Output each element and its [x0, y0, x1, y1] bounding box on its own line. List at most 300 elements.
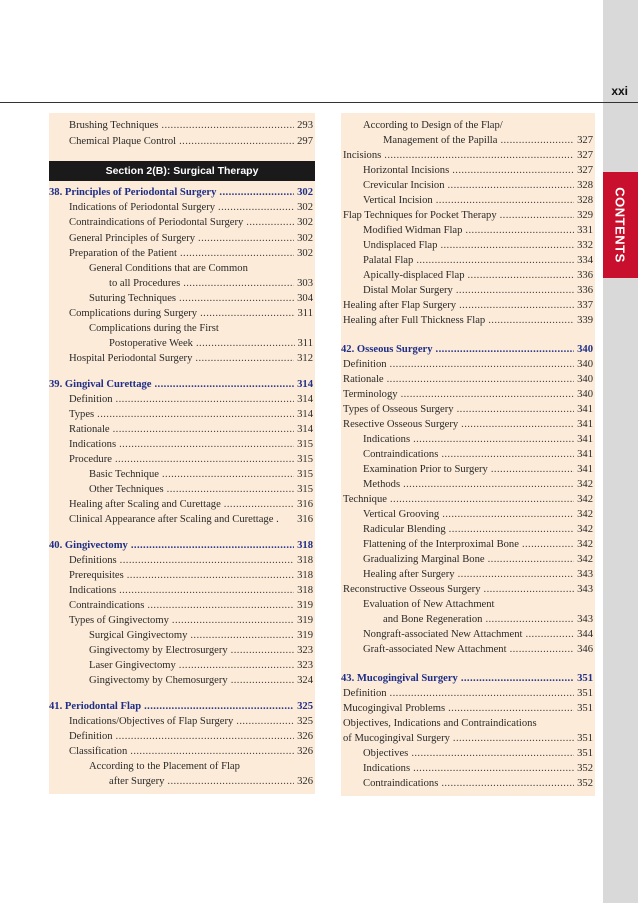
toc-entry [383, 133, 593, 148]
toc-leader [440, 238, 574, 253]
toc-leader [231, 643, 294, 658]
toc-entry-page: 314 [297, 379, 313, 390]
toc-entry [363, 432, 593, 447]
toc-entry-page: 297 [297, 136, 313, 147]
toc-entry-page: 340 [577, 389, 593, 400]
toc-entry-title: Procedure [69, 454, 112, 465]
toc-entry [69, 553, 313, 568]
toc-leader [144, 699, 294, 714]
toc-chapter-entry [49, 538, 313, 553]
toc-entry [363, 597, 593, 612]
toc-entry-title: Apically-displaced Flap [363, 270, 465, 281]
toc-leader [522, 537, 574, 552]
toc-entry-title: General Conditions that are Common [89, 263, 248, 274]
toc-entry [69, 512, 313, 527]
toc-entry [343, 582, 593, 597]
toc-entry [69, 351, 313, 366]
toc-entry-page: 342 [577, 509, 593, 520]
toc-entry-page: 334 [577, 255, 593, 266]
toc-entry-page: 304 [297, 293, 313, 304]
toc-leader [387, 372, 575, 387]
toc-leader [190, 628, 294, 643]
toc-leader [180, 246, 294, 261]
toc-leader [113, 422, 295, 437]
toc-leader [500, 133, 574, 148]
toc-entry [89, 467, 313, 482]
toc-leader [488, 313, 574, 328]
toc-leader [491, 462, 574, 477]
toc-leader [488, 552, 575, 567]
toc-entry [343, 731, 593, 746]
toc-entry [69, 452, 313, 467]
toc-leader [441, 776, 574, 791]
toc-entry-title: Healing after Surgery [363, 569, 455, 580]
toc-entry-page: 319 [297, 600, 313, 611]
toc-entry [69, 583, 313, 598]
toc-entry-title: Reconstructive Osseous Surgery [343, 584, 481, 595]
toc-entry-title: Basic Technique [89, 469, 159, 480]
toc-entry [69, 134, 313, 149]
toc-entry-title: Rationale [69, 424, 110, 435]
toc-entry-title: Evaluation of New Attachment [363, 599, 495, 610]
toc-entry-page: 318 [297, 570, 313, 581]
toc-entry [69, 231, 313, 246]
toc-leader [525, 627, 574, 642]
toc-entry-page: 331 [577, 225, 593, 236]
toc-entry-title: Nongraft-associated New Attachment [363, 629, 523, 640]
section-header: Section 2(B): Surgical Therapy [49, 161, 315, 181]
toc-entry-title: Palatal Flap [363, 255, 414, 266]
toc-entry [343, 208, 593, 223]
toc-entry-title: 40. Gingivectomy [49, 540, 128, 551]
toc-entry [363, 447, 593, 462]
toc-leader [236, 714, 294, 729]
toc-entry [363, 537, 593, 552]
toc-entry-page: 340 [577, 374, 593, 385]
toc-entry-title: Healing after Scaling and Curettage [69, 499, 221, 510]
toc-entry [363, 163, 593, 178]
toc-leader [390, 492, 574, 507]
toc-entry-title: Indications [69, 439, 117, 450]
toc-leader [231, 673, 294, 688]
toc-entry-title: Other Techniques [89, 484, 164, 495]
toc-entry-title: Types [69, 409, 95, 420]
toc-entry-title: Postoperative Week [109, 338, 193, 349]
toc-entry-page: 342 [577, 524, 593, 535]
toc-leader [449, 522, 574, 537]
toc-leader [131, 538, 294, 553]
toc-entry-title: Contraindications [363, 449, 439, 460]
toc-entry-title: 43. Mucogingival Surgery [341, 673, 458, 684]
toc-chapter-entry [341, 671, 593, 686]
toc-entry-title: Healing after Full Thickness Flap [343, 315, 486, 326]
toc-entry-page: 341 [577, 404, 593, 415]
toc-entry-title: Graft-associated New Attachment [363, 644, 507, 655]
toc-entry [69, 613, 313, 628]
toc-entry-page: 328 [577, 195, 593, 206]
toc-leader [458, 567, 575, 582]
toc-chapter-entry [49, 377, 313, 392]
toc-entry-title: Technique [343, 494, 387, 505]
toc-leader [485, 612, 574, 627]
toc-entry-page: 326 [297, 731, 313, 742]
toc-entry-title: Indications of Periodontal Surgery [69, 202, 216, 213]
toc-entry [363, 522, 593, 537]
toc-leader [465, 223, 574, 238]
toc-chapter-entry [341, 342, 593, 357]
toc-entry [343, 387, 593, 402]
toc-leader [172, 613, 294, 628]
toc-entry-page: 302 [297, 217, 313, 228]
toc-entry [69, 422, 313, 437]
toc-entry-page: 303 [297, 278, 313, 289]
toc-entry [343, 716, 593, 731]
toc-entry [69, 306, 313, 321]
toc-leader [179, 658, 294, 673]
toc-entry-page: 325 [297, 701, 313, 712]
toc-entry [363, 477, 593, 492]
toc-entry-title: 38. Principles of Periodontal Surgery [49, 187, 217, 198]
toc-entry [69, 392, 313, 407]
toc-entry-title: Flattening of the Interproximal Bone [363, 539, 519, 550]
toc-entry-title: Suturing Techniques [89, 293, 177, 304]
toc-leader [179, 291, 294, 306]
toc-entry [69, 714, 313, 729]
toc-entry-title: Types of Gingivectomy [69, 615, 169, 626]
toc-entry-page: 318 [297, 585, 313, 596]
toc-entry-page: 315 [297, 469, 313, 480]
toc-entry-title: Indications [69, 585, 117, 596]
toc-entry-page: 343 [577, 569, 593, 580]
toc-entry-page: 314 [297, 424, 313, 435]
toc-entry-page: 323 [297, 660, 313, 671]
toc-entry-title: Objectives [363, 748, 409, 759]
toc-entry-page: 302 [297, 187, 313, 198]
toc-entry-page: 316 [297, 499, 313, 510]
toc-leader [459, 298, 574, 313]
toc-entry-page: 326 [297, 776, 313, 787]
toc-leader [484, 582, 575, 597]
toc-leader [115, 452, 294, 467]
toc-entry-page: 325 [297, 716, 313, 727]
toc-entry-title: after Surgery [109, 776, 165, 787]
toc-entry-page: 316 [297, 514, 313, 525]
toc-entry-title: Flap Techniques for Pocket Therapy [343, 210, 497, 221]
toc-leader [120, 553, 294, 568]
toc-entry-page: 341 [577, 464, 593, 475]
toc-entry-title: Gradualizing Marginal Bone [363, 554, 485, 565]
toc-entry [343, 701, 593, 716]
toc-entry [363, 238, 593, 253]
toc-leader [219, 185, 294, 200]
toc-entry-page: 342 [577, 554, 593, 565]
toc-leader [436, 193, 574, 208]
toc-entry-title: Undisplaced Flap [363, 240, 438, 251]
toc-entry [363, 507, 593, 522]
toc-entry-page: 327 [577, 165, 593, 176]
toc-entry-page: 352 [577, 778, 593, 789]
toc-entry [89, 261, 313, 276]
toc-entry-title: Contraindications [69, 600, 145, 611]
toc-entry-title: to all Procedures [109, 278, 181, 289]
toc-leader [510, 642, 575, 657]
toc-entry-page: 341 [577, 449, 593, 460]
toc-entry-title: Methods [363, 479, 401, 490]
toc-entry-page: 343 [577, 584, 593, 595]
toc-entry [69, 246, 313, 261]
toc-entry [69, 729, 313, 744]
toc-entry-title: Incisions [343, 150, 382, 161]
toc-entry-title: Terminology [343, 389, 398, 400]
toc-entry-page: 352 [577, 763, 593, 774]
toc-entry-page: 328 [577, 180, 593, 191]
toc-entry [89, 658, 313, 673]
toc-entry [89, 291, 313, 306]
toc-leader [162, 467, 294, 482]
toc-chapter-entry [49, 699, 313, 714]
toc-entry-title: Contraindications [363, 778, 439, 789]
toc-entry [109, 336, 313, 351]
toc-left-column [49, 113, 315, 794]
toc-entry-title: Healing after Flap Surgery [343, 300, 457, 311]
toc-entry-page: 351 [577, 673, 593, 684]
toc-entry [363, 193, 593, 208]
toc-entry [343, 686, 593, 701]
toc-leader [127, 568, 294, 583]
toc-entry-title: Complications during the First [89, 323, 219, 334]
toc-entry [363, 223, 593, 238]
toc-entry [89, 673, 313, 688]
toc-entry [69, 437, 313, 452]
toc-leader [456, 283, 574, 298]
toc-entry-title: Definitions [69, 555, 117, 566]
side-tab [603, 0, 638, 903]
toc-entry-page: 318 [297, 540, 313, 551]
toc-leader [183, 276, 294, 291]
toc-entry [363, 776, 593, 791]
toc-entry-title: Vertical Incision [363, 195, 433, 206]
toc-entry [89, 643, 313, 658]
toc-entry [89, 482, 313, 497]
toc-entry-page: 324 [297, 675, 313, 686]
toc-entry-page: 341 [577, 434, 593, 445]
toc-entry-page: 319 [297, 615, 313, 626]
toc-entry-page: 323 [297, 645, 313, 656]
toc-entry-title: Chemical Plaque Control [69, 136, 177, 147]
toc-entry-title: Management of the Papilla [383, 135, 498, 146]
toc-leader [457, 402, 575, 417]
toc-entry-title: Radicular Blending [363, 524, 446, 535]
toc-entry-title: Mucogingival Problems [343, 703, 446, 714]
toc-leader [411, 746, 574, 761]
toc-chapter-entry [49, 185, 313, 200]
toc-entry-page: 312 [297, 353, 313, 364]
toc-entry [69, 118, 313, 133]
side-tab-label: CONTENTS [612, 187, 628, 263]
toc-entry-page: 340 [577, 344, 593, 355]
toc-entry [383, 612, 593, 627]
toc-entry-page: 326 [297, 746, 313, 757]
toc-entry-page: 315 [297, 439, 313, 450]
toc-entry [69, 598, 313, 613]
toc-leader [413, 761, 574, 776]
toc-entry [89, 321, 313, 336]
toc-leader [500, 208, 574, 223]
toc-entry-page: 346 [577, 644, 593, 655]
toc-entry-page: 302 [297, 202, 313, 213]
toc-leader [246, 215, 294, 230]
toc-right-column [341, 113, 595, 796]
page-number: xxi [611, 84, 628, 98]
toc-entry-title: Contraindications of Periodontal Surgery [69, 217, 244, 228]
toc-entry [363, 642, 593, 657]
toc-entry-page: 341 [577, 419, 593, 430]
toc-entry-page: 318 [297, 555, 313, 566]
toc-entry [343, 313, 593, 328]
toc-entry-title: Laser Gingivectomy [89, 660, 176, 671]
toc-entry-page: 342 [577, 539, 593, 550]
toc-entry [363, 567, 593, 582]
toc-entry [343, 402, 593, 417]
toc-entry-page: 339 [577, 315, 593, 326]
toc-entry [363, 761, 593, 776]
toc-entry [363, 462, 593, 477]
toc-entry-title: Objectives, Indications and Contraindications [343, 718, 537, 729]
toc-entry-page: 340 [577, 359, 593, 370]
toc-leader [384, 148, 574, 163]
toc-entry-title: Classification [69, 746, 128, 757]
toc-entry [69, 215, 313, 230]
toc-leader [461, 671, 574, 686]
toc-leader [401, 387, 575, 402]
toc-entry-page: 336 [577, 270, 593, 281]
toc-entry-title: Examination Prior to Surgery [363, 464, 488, 475]
toc-leader [167, 482, 294, 497]
toc-entry-title: Definition [343, 359, 387, 370]
toc-entry-title: Gingivectomy by Electrosurgery [89, 645, 228, 656]
toc-entry-page: 314 [297, 394, 313, 405]
toc-entry [363, 746, 593, 761]
toc-entry-page: 302 [297, 248, 313, 259]
toc-entry-title: Modified Widman Flap [363, 225, 463, 236]
toc-entry-title: 39. Gingival Curettage [49, 379, 152, 390]
toc-entry-title: Definition [343, 688, 387, 699]
toc-entry-title: Indications [363, 434, 411, 445]
toc-entry-title: Complications during Surgery [69, 308, 198, 319]
toc-leader [116, 392, 295, 407]
toc-leader [390, 686, 575, 701]
toc-leader [161, 118, 294, 133]
toc-entry [363, 627, 593, 642]
toc-leader [448, 701, 574, 716]
toc-entry-page: 344 [577, 629, 593, 640]
toc-entry [343, 298, 593, 313]
toc-leader [436, 342, 575, 357]
toc-leader [453, 731, 574, 746]
toc-entry [89, 628, 313, 643]
toc-entry-page: 342 [577, 479, 593, 490]
toc-entry-page: 332 [577, 240, 593, 251]
toc-entry [343, 357, 593, 372]
toc-entry-title: Indications/Objectives of Flap Surgery [69, 716, 234, 727]
toc-entry-page: 327 [577, 150, 593, 161]
toc-leader [224, 497, 294, 512]
toc-entry [69, 568, 313, 583]
toc-entry [363, 552, 593, 567]
toc-leader [390, 357, 575, 372]
toc-entry [109, 276, 313, 291]
toc-entry [69, 407, 313, 422]
toc-entry-title: Hospital Periodontal Surgery [69, 353, 193, 364]
toc-entry [363, 118, 593, 133]
toc-leader [116, 729, 295, 744]
toc-entry-title: Gingivectomy by Chemosurgery [89, 675, 228, 686]
toc-leader [468, 268, 575, 283]
toc-leader [119, 583, 294, 598]
toc-entry-title: Rationale [343, 374, 384, 385]
toc-entry-page: 342 [577, 494, 593, 505]
toc-leader [196, 336, 295, 351]
toc-entry [343, 148, 593, 163]
toc-entry-title: and Bone Regeneration [383, 614, 483, 625]
toc-entry [343, 492, 593, 507]
toc-entry-page: 302 [297, 233, 313, 244]
header-rule [0, 102, 638, 103]
toc-entry-title: Prerequisites [69, 570, 124, 581]
toc-entry-page: 311 [297, 308, 313, 319]
toc-entry-title: Clinical Appearance after Scaling and Curettage . [69, 514, 279, 525]
toc-entry-title: Brushing Techniques [69, 120, 159, 131]
toc-leader [441, 447, 574, 462]
toc-entry-page: 319 [297, 630, 313, 641]
toc-leader [155, 377, 295, 392]
toc-entry-title: Indications [363, 763, 411, 774]
toc-leader [413, 432, 574, 447]
toc-entry-page: 351 [577, 688, 593, 699]
toc-entry-title: Definition [69, 731, 113, 742]
toc-leader [147, 598, 294, 613]
toc-leader [416, 253, 574, 268]
toc-leader [195, 351, 294, 366]
toc-entry-title: Vertical Grooving [363, 509, 440, 520]
toc-entry-title: 41. Periodontal Flap [49, 701, 142, 712]
toc-entry-title: Horizontal Incisions [363, 165, 450, 176]
toc-entry-title: Surgical Gingivectomy [89, 630, 188, 641]
toc-leader [97, 407, 294, 422]
toc-entry [343, 417, 593, 432]
toc-entry-title: Distal Molar Surgery [363, 285, 453, 296]
toc-entry-page: 351 [577, 733, 593, 744]
toc-leader [167, 774, 294, 789]
toc-leader [461, 417, 574, 432]
toc-entry-title: Crevicular Incision [363, 180, 445, 191]
toc-entry-page: 311 [297, 338, 313, 349]
toc-entry-title: According to Design of the Flap/ [363, 120, 503, 131]
toc-leader [198, 231, 294, 246]
toc-entry-page: 351 [577, 703, 593, 714]
toc-entry-title: According to the Placement of Flap [89, 761, 240, 772]
toc-entry [69, 497, 313, 512]
toc-leader [448, 178, 575, 193]
toc-entry-title: of Mucogingival Surgery [343, 733, 450, 744]
toc-leader [130, 744, 294, 759]
toc-entry-title: General Principles of Surgery [69, 233, 196, 244]
toc-entry-title: Types of Osseous Surgery [343, 404, 454, 415]
toc-entry-page: 315 [297, 484, 313, 495]
toc-entry-title: Definition [69, 394, 113, 405]
toc-entry [343, 372, 593, 387]
toc-entry-page: 343 [577, 614, 593, 625]
